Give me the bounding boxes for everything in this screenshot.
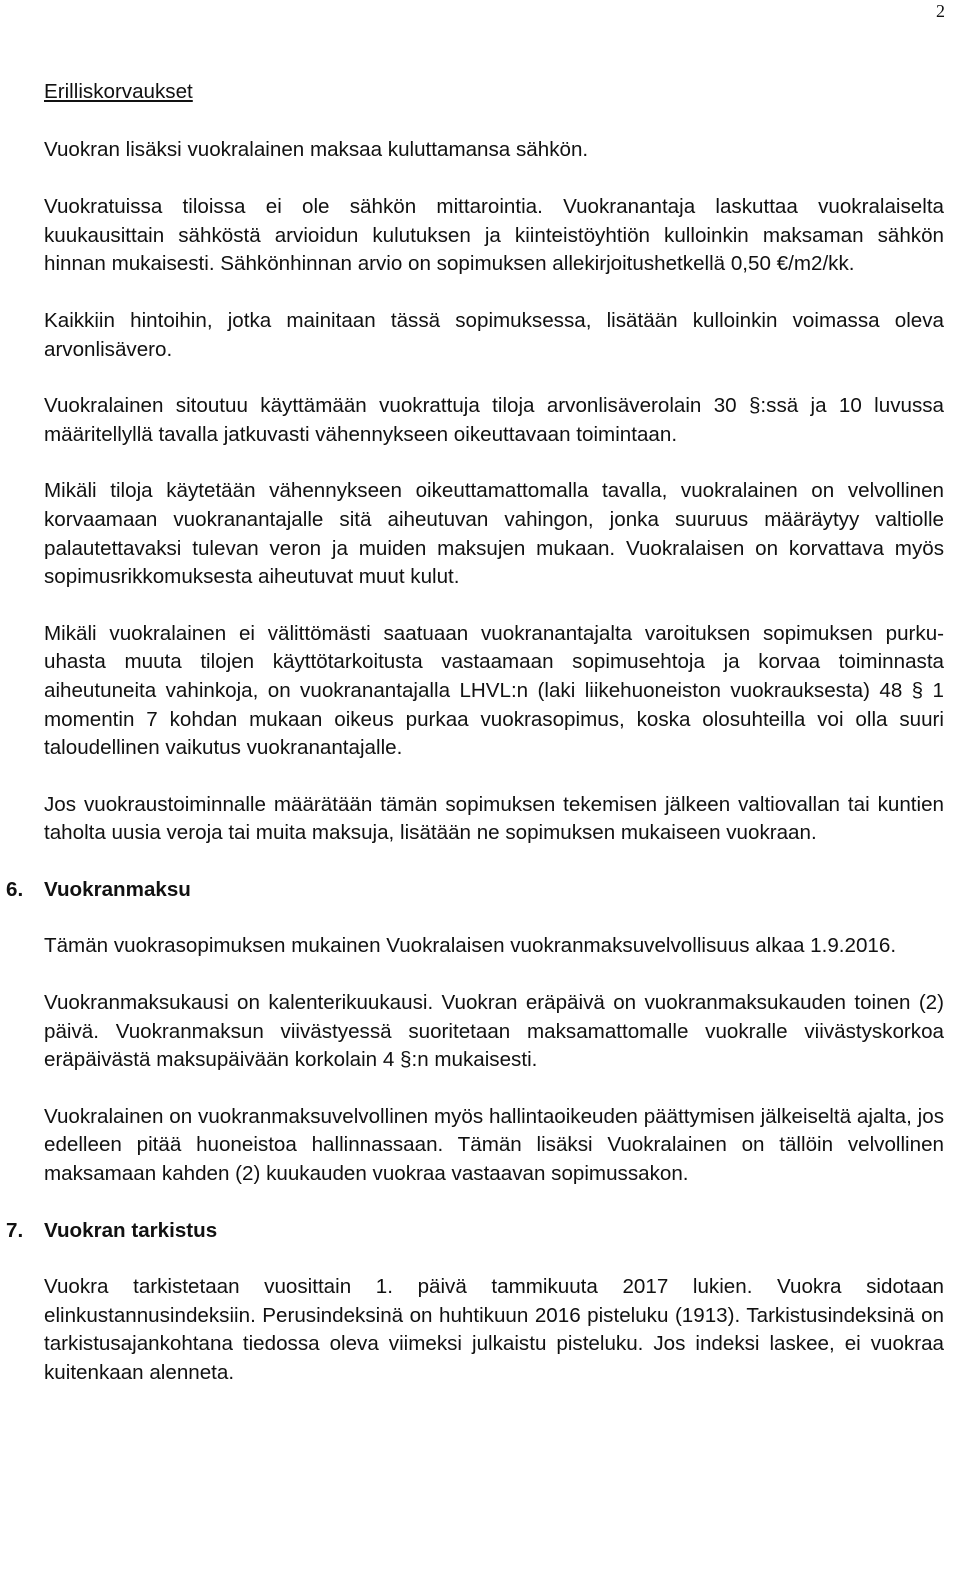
paragraph: Vuokralainen sitoutuu käyttämään vuokrattuja tiloja arvonlisäverolain 30 §:ssä ja 10 luvussa määritellyllä tavalla jatkuvasti vähennykseen oikeuttavaan toimintaan.	[44, 394, 944, 446]
section-heading-erilliskorvaukset: Erilliskorvaukset	[44, 80, 193, 103]
section-heading-tarkistus	[6, 1217, 944, 1246]
section-heading-vuokranmaksu	[6, 876, 944, 905]
section-title: Vuokranmaksu	[44, 877, 191, 901]
paragraph: Vuokra tarkistetaan vuosittain 1. päivä tammikuuta 2017 lukien. Vuokra sidotaan elinkustannusindeksiin. Perusindeksinä on huhtikuun 2016 pisteluku (1913). Tarkistusindeksinä on tarkistusajankohtana tiedossa oleva viimeksi julkaistu pisteluku. Jos indeksi laskee, ei vuokraa kuitenkaan alenneta.	[44, 1275, 944, 1384]
paragraph: Mikäli tiloja käytetään vähennykseen oikeuttamattomalla tavalla, vuokralainen on velvollinen korvaamaan vuokranantajalle sitä aiheutuvan vahingon, jonka suuruus määräytyy valtiolle palautettavaksi tulevan veron ja muiden maksujen mukaan. Vuokralaisen on korvattava myös sopimusrikkomuksesta aiheutuvat muut kulut.	[44, 479, 944, 589]
paragraph: Mikäli vuokralainen ei välittömästi saatuaan vuokranantajalta varoituksen sopimuksen purku-uhasta muuta tilojen käyttötarkoitusta vastaamaan sopimusehtoja ja korvaa toiminnasta aiheutuneita vahinkoja, on vuokranantajalla LHVL:n (laki liikehuoneiston vuokrauksesta) 48 § 1 momentin 7 kohdan mukaan oikeus purkaa vuokrasopimus, koska olosuhteilla voi olla suuri taloudellinen vaikutus vuokranantajalle.	[44, 621, 944, 760]
paragraph: Vuokralainen on vuokranmaksuvelvollinen myös hallintaoikeuden päättymisen jälkeiseltä ajalta, jos edelleen pitää huoneistoa hallinnassaan. Tämän lisäksi Vuokralainen on tällöin velvollinen maksamaan kahden (2) kuukauden vuokraa vastaavan sopimussakon.	[44, 1104, 944, 1186]
section-number: 7.	[6, 1218, 24, 1242]
paragraph: Vuokran lisäksi vuokralainen maksaa kuluttamansa sähkön.	[44, 137, 589, 161]
section-number: 6.	[6, 877, 24, 901]
paragraph: Vuokratuissa tiloissa ei ole sähkön mittarointia. Vuokranantaja laskuttaa vuokralaiselta kuukausittain sähköstä arvioidun kulutuksen ja kiinteistöyhtiön kulloinkin maksaman sähkön hinnan mukaisesti. Sähkönhinnan arvio on sopimuksen allekirjoitushetkellä 0,50 €/m2/kk.	[44, 195, 944, 276]
paragraph: Kaikkiin hintoihin, jotka mainitaan tässä sopimuksessa, lisätään kulloinkin voimassa oleva arvonlisävero.	[44, 308, 944, 361]
paragraph: Jos vuokraustoiminnalle määrätään tämän sopimuksen tekemisen jälkeen valtiovallan tai kuntien taholta uusia veroja tai muita maksuja, lisätään ne sopimuksen mukaiseen vuokraan.	[44, 792, 944, 845]
section-title: Vuokran tarkistus	[44, 1218, 218, 1242]
page-number: 2	[936, 1, 945, 21]
document-body	[6, 78, 944, 1388]
paragraph: Tämän vuokrasopimuksen mukainen Vuokralaisen vuokranmaksuvelvollisuus alkaa 1.9.2016.	[44, 934, 897, 958]
paragraph: Vuokranmaksukausi on kalenterikuukausi. Vuokran eräpäivä on vuokranmaksukauden toinen (2) päivä. Vuokranmaksun viivästyessä suoritetaan maksamattomalle vuokralle viivästyskorkoa eräpäivästä maksupäivään korkolain 4 §:n mukaisesti.	[44, 991, 944, 1072]
